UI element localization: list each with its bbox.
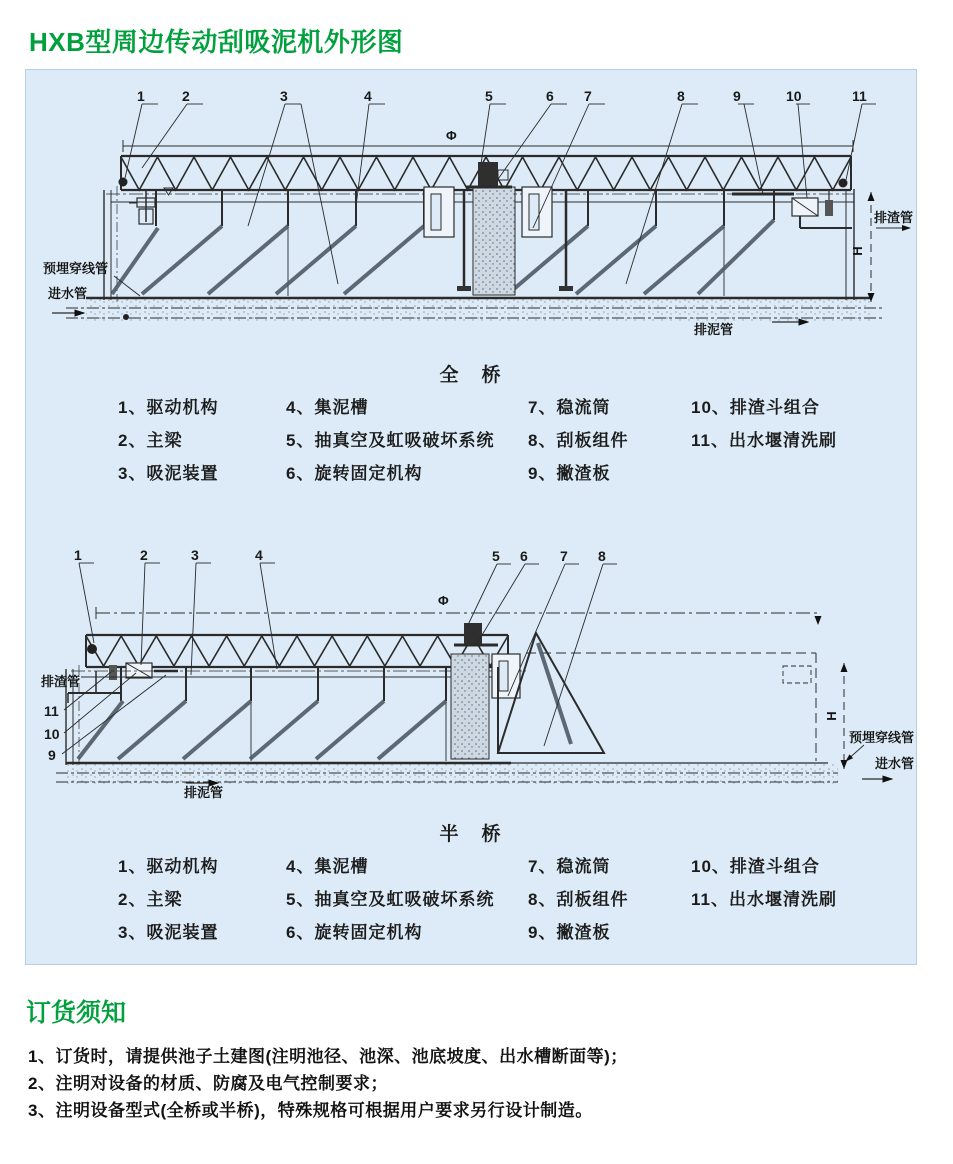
legend-column [528, 858, 691, 942]
legend-item: 6、旋转固定机构 [286, 923, 423, 942]
phi-dim-label: Φ [446, 128, 457, 143]
legend-item: 9、撇渣板 [528, 923, 611, 942]
scum-pipe-label: 排渣管 [41, 674, 81, 689]
callout-5: 5 [485, 88, 493, 104]
callout-2: 2 [182, 88, 190, 104]
callout-10: 10 [44, 726, 60, 742]
legend-item: 3、吸泥装置 [118, 464, 219, 483]
legend-item: 5、抽真空及虹吸破坏系统 [286, 431, 495, 450]
legend-item: 3、吸泥装置 [118, 923, 219, 942]
stabilizing-cylinder-unit [451, 623, 604, 759]
inlet-pipe-label: 进水管 [48, 286, 88, 301]
callout-10: 10 [786, 88, 802, 104]
conduit-label: 预埋穿线管 [43, 261, 109, 276]
legend-item: 11、出水堰清洗刷 [691, 890, 837, 909]
legend-item: 7、稳流筒 [528, 398, 611, 417]
h-dim-label: H [850, 246, 865, 256]
ordering-notice-item: 3、注明设备型式(全桥或半桥)，特殊规格可根据用户要求另行设计制造。 [28, 1101, 593, 1120]
callout-9: 9 [733, 88, 741, 104]
callout-1: 1 [74, 547, 82, 563]
callout-8: 8 [677, 88, 685, 104]
legend-item: 9、撇渣板 [528, 464, 611, 483]
inlet-pipe-label: 进水管 [874, 756, 914, 771]
truss-bridge [86, 635, 508, 667]
height-dimension [824, 663, 848, 769]
h-dim-label: H [824, 711, 839, 721]
suction-pipes [78, 667, 446, 761]
sludge-pipe-label: 排泥管 [184, 785, 224, 800]
legend-item: 10、排渣斗组合 [691, 857, 820, 876]
legend-column [286, 858, 528, 942]
legend-item: 5、抽真空及虹吸破坏系统 [286, 890, 495, 909]
callout-6: 6 [546, 88, 554, 104]
callout-7: 7 [584, 88, 592, 104]
callout-8: 8 [598, 548, 606, 564]
legend-column [691, 858, 837, 942]
callout-numbers [44, 547, 617, 763]
diameter-dimension [123, 128, 853, 152]
diagram-panel [25, 69, 917, 965]
callout-9: 9 [48, 747, 56, 763]
legend-full [26, 399, 916, 483]
callout-3: 3 [191, 547, 199, 563]
legend-item: 4、集泥槽 [286, 398, 369, 417]
callout-7: 7 [560, 548, 568, 564]
legend-column [528, 399, 691, 483]
catalog-page [0, 22, 953, 1164]
conduit-label: 预埋穿线管 [848, 730, 914, 745]
ordering-notice-item: 1、订货时，请提供池子土建图(注明池径、池深、池底坡度、出水槽断面等)； [28, 1047, 628, 1066]
callout-2: 2 [140, 547, 148, 563]
legend-item: 8、刮板组件 [528, 431, 629, 450]
sludge-pipe-label: 排泥管 [694, 322, 734, 337]
legend-column [118, 399, 286, 483]
scum-assembly [68, 663, 178, 703]
legend-item: 2、主梁 [118, 890, 183, 909]
callout-11: 11 [44, 703, 59, 719]
callout-6: 6 [520, 548, 528, 564]
callout-1: 1 [137, 88, 145, 104]
phi-dim-label: Φ [438, 593, 449, 608]
page-title: HXB型周边传动刮吸泥机外形图 [29, 27, 404, 57]
full-bridge-diagram [26, 70, 918, 356]
legend-item: 8、刮板组件 [528, 890, 629, 909]
ordering-notice-item: 2、注明对设备的材质、防腐及电气控制要求； [28, 1074, 388, 1093]
legend-column [118, 858, 286, 942]
legend-item: 10、排渣斗组合 [691, 398, 820, 417]
stabilizing-cylinder-unit [424, 162, 573, 295]
half-bridge-caption: 半 桥 [439, 824, 503, 845]
diameter-dimension [96, 593, 822, 625]
half-bridge-diagram [26, 539, 918, 815]
scum-assembly [732, 179, 852, 229]
legend-half [26, 858, 916, 942]
callout-4: 4 [255, 547, 263, 563]
legend-column [691, 399, 837, 483]
legend-column [286, 399, 528, 483]
ordering-notice-list [28, 1043, 953, 1124]
full-bridge-caption: 全 桥 [439, 365, 503, 386]
legend-item: 4、集泥槽 [286, 857, 369, 876]
ordering-notice-title: 订货须知 [26, 999, 127, 1027]
legend-item: 6、旋转固定机构 [286, 464, 423, 483]
legend-item: 2、主梁 [118, 431, 183, 450]
callout-11: 11 [852, 88, 867, 104]
legend-item: 7、稳流筒 [528, 857, 611, 876]
callout-3: 3 [280, 88, 288, 104]
legend-item: 1、驱动机构 [118, 857, 219, 876]
callout-5: 5 [492, 548, 500, 564]
callout-4: 4 [364, 88, 372, 104]
legend-item: 11、出水堰清洗刷 [691, 431, 837, 450]
scum-pipe-label: 排渣管 [874, 210, 914, 225]
legend-item: 1、驱动机构 [118, 398, 219, 417]
